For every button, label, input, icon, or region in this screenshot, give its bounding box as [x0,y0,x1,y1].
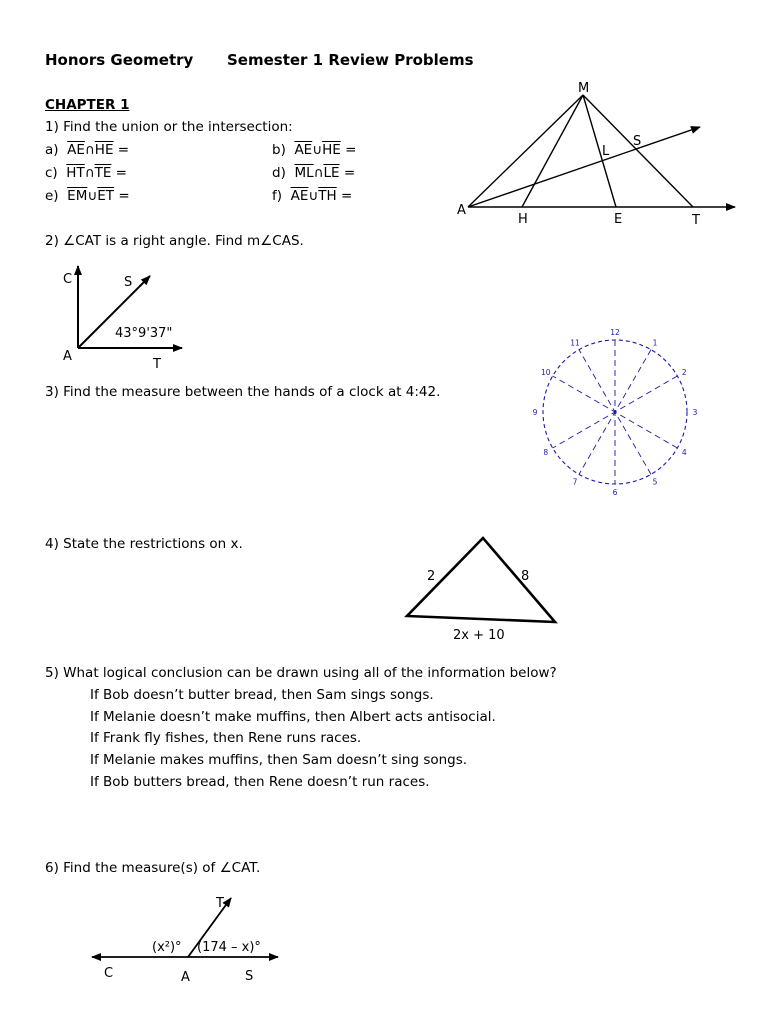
q5-statement: If Bob doesn’t butter bread, then Sam sings songs. [90,687,434,703]
label-t: T [216,896,224,911]
q1-prompt: 1) Find the union or the intersection: [45,119,293,135]
clock-number: 12 [610,328,620,337]
q2-text: 2) ∠CAT is a right angle. Find m∠CAS. [45,233,304,249]
side-left-label: 2 [427,569,436,584]
label-a: A [457,203,466,218]
clock-number: 6 [612,488,618,497]
label-s: S [245,969,254,984]
course-title: Honors Geometry [45,51,194,69]
clock-number: 8 [543,448,549,457]
page-title: Semester 1 Review Problems [227,51,474,69]
q1-part-c: c) $\overline{HT}\cap\overline{TE}$ = [45,165,127,181]
label-h: H [518,212,528,227]
clock-number: 2 [681,368,687,377]
clock-number: 7 [572,477,578,487]
q1-part-d: d) $\overline{ML}\cap\overline{LE}$ = [272,165,356,181]
label-s: S [633,134,642,149]
clock-number: 11 [570,338,580,348]
q5-statement: If Melanie doesn’t make muffins, then Albert acts antisocial. [90,709,496,725]
label-c: C [104,966,114,981]
label-c: C [63,272,73,287]
angle-left-label: (x²)° [152,940,182,955]
label-t: T [692,213,700,228]
label-t: T [153,357,161,372]
label-m: M [578,81,590,96]
clock-number: 5 [652,477,658,487]
q4-text: 4) State the restrictions on x. [45,536,243,552]
clock-number: 10 [540,368,551,377]
clock-number: 1 [652,338,658,348]
q3-text: 3) Find the measure between the hands of a clock at 4:42. [45,384,441,400]
angle-measure: 43°9'37" [115,326,173,341]
clock-number: 9 [532,408,538,417]
label-a: A [181,970,190,985]
label-a: A [63,349,72,364]
q1-part-a: a) $\overline{AE}\cap\overline{HE}$ = [45,142,130,158]
clock-number: 3 [692,408,698,417]
q6-text: 6) Find the measure(s) of ∠CAT. [45,860,261,876]
q1-part-b: b) $\overline{AE}\cup\overline{HE}$ = [272,142,357,158]
angle-right-label: (174 – x)° [197,940,261,955]
label-e: E [614,212,623,227]
q5-text: 5) What logical conclusion can be drawn using all of the information below? [45,665,557,681]
label-l: L [602,144,610,159]
q1-part-f: f) $\overline{AE}\cup\overline{TH}$ = [272,188,353,204]
side-right-label: 8 [521,569,530,584]
q5-statement: If Bob butters bread, then Rene doesn’t run races. [90,774,430,790]
q5-statement: If Melanie makes muffins, then Sam doesn’t sing songs. [90,752,468,768]
base-label: 2x + 10 [453,628,505,643]
q1-part-e: e) $\overline{EM}\cup\overline{ET}$ = [45,188,130,204]
label-s: S [124,275,133,290]
clock-number: 4 [681,448,687,457]
q5-statement: If Frank fly fishes, then Rene runs races. [90,730,362,746]
chapter-heading: CHAPTER 1 [45,97,130,113]
